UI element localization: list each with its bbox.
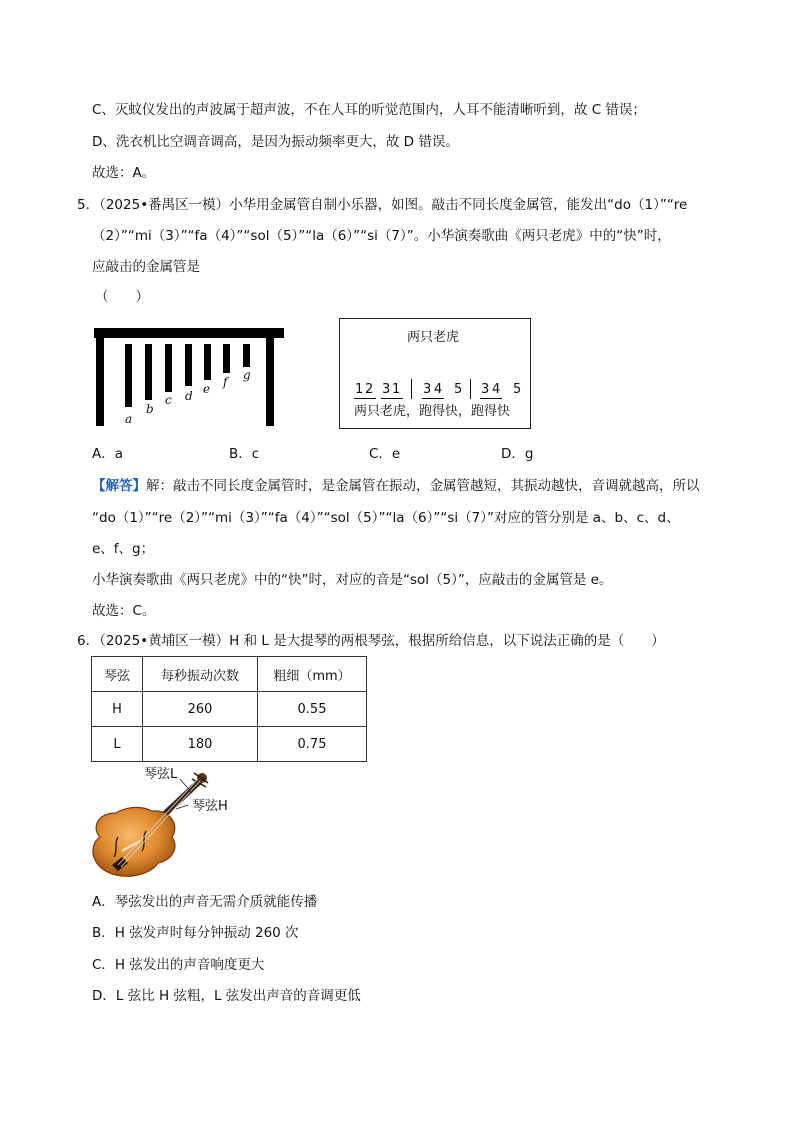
song-title: 两只老虎 bbox=[407, 330, 460, 345]
option-d: D．L 弦比 H 弦粗，L 弦发出声音的音调更低 bbox=[92, 988, 361, 1004]
answer-text: 故选：C。 bbox=[92, 603, 156, 619]
note: 4 bbox=[492, 382, 501, 397]
note-underline bbox=[480, 398, 502, 399]
table-header-cell: 琴弦 bbox=[92, 657, 143, 692]
pipe-label: f bbox=[223, 375, 228, 389]
answer-text: 解：敲击不同长度金属管时，是金属管在振动，金属管越短，其振动越快，音调就越高，所以 bbox=[146, 478, 700, 494]
pipe-frame-left-leg bbox=[96, 338, 104, 426]
string-H-label: 琴弦H bbox=[192, 799, 228, 814]
option-a: A．a bbox=[92, 446, 124, 462]
pipe-frame-top bbox=[94, 328, 284, 338]
text-line: D、洗衣机比空调音调高，是因为振动频率更大，故 D 错误。 bbox=[92, 134, 459, 150]
table-header-row bbox=[92, 657, 367, 692]
table-cell: 180 bbox=[143, 727, 258, 762]
bar-line bbox=[470, 379, 471, 399]
pipe-e bbox=[204, 344, 211, 380]
metal-pipes-figure bbox=[94, 326, 286, 428]
option-c: C．e bbox=[369, 446, 401, 462]
question-5-stem: 应敲击的金属管是 bbox=[92, 259, 200, 275]
note: 5 bbox=[454, 382, 463, 397]
pipe-label: c bbox=[165, 393, 172, 407]
table-header-cell: 粗细（mm） bbox=[258, 657, 367, 692]
answer-text: “do（1）”“re（2）”“mi（3）”“fa（4）”“sol（5）”“la（6）”“si（7）”对应的管分别是 a、b、c、d、 bbox=[92, 510, 680, 526]
option-a: A．琴弦发出的声音无需介质就能传播 bbox=[92, 894, 318, 910]
pipe-label: b bbox=[146, 402, 154, 416]
table-cell: 260 bbox=[143, 692, 258, 727]
answer-paragraph bbox=[92, 476, 700, 496]
pipe-label: d bbox=[185, 389, 193, 403]
pipe-frame-right-leg bbox=[266, 338, 274, 426]
answer-paren: （ ） bbox=[95, 289, 149, 305]
note: 1 bbox=[355, 382, 364, 397]
pipe-label: a bbox=[125, 412, 133, 426]
table-header-cell: 每秒振动次数 bbox=[143, 657, 258, 692]
question-5-stem: 5．（2025•番禺区一模）小华用金属管自制小乐器，如图。敲击不同长度金属管，能发出“do（1）”“re bbox=[77, 197, 688, 213]
string-L-label: 琴弦L bbox=[144, 767, 178, 782]
question-5-stem: （2）”“mi（3）”“fa（4）”“sol（5）”“la（6）”“si（7）”。小华演奏歌曲《两只老虎》中的“快”时， bbox=[92, 228, 671, 244]
pipe-a bbox=[125, 344, 132, 407]
table-row bbox=[92, 727, 367, 762]
note: 3 bbox=[423, 382, 432, 397]
option-c: C．H 弦发出的声音响度更大 bbox=[92, 957, 265, 973]
option-b: B．H 弦发声时每分钟振动 260 次 bbox=[92, 925, 299, 941]
pipe-c bbox=[165, 344, 172, 392]
text-line: 故选：A。 bbox=[92, 165, 156, 181]
question-6-stem: 6．（2025•黄埔区一模）H 和 L 是大提琴的两根琴弦，根据所给信息，以下说法正确的是（ ） bbox=[77, 633, 665, 649]
table-cell: 0.55 bbox=[258, 692, 367, 727]
pipe-label: e bbox=[203, 382, 211, 396]
table-cell: 0.75 bbox=[258, 727, 367, 762]
note: 2 bbox=[365, 382, 374, 397]
note: 4 bbox=[434, 382, 443, 397]
table-cell: H bbox=[92, 692, 143, 727]
answer-text: 小华演奏歌曲《两只老虎》中的“快”时，对应的音是“sol（5）”，应敲击的金属管是 e。 bbox=[92, 572, 613, 588]
note: 3 bbox=[382, 382, 391, 397]
note-underline bbox=[422, 398, 444, 399]
note: 1 bbox=[392, 382, 401, 397]
bar-line bbox=[411, 379, 412, 399]
note-underline bbox=[381, 398, 403, 399]
table-cell: L bbox=[92, 727, 143, 762]
pipe-g bbox=[243, 344, 250, 367]
note: 3 bbox=[481, 382, 490, 397]
song-lyrics: 两只老虎，跑得快，跑得快 bbox=[354, 404, 511, 419]
option-b: B．c bbox=[229, 446, 260, 462]
pipe-label: g bbox=[243, 368, 251, 382]
answer-tag: 【解答】 bbox=[92, 478, 146, 494]
pipe-b bbox=[145, 344, 152, 400]
cello-figure bbox=[88, 765, 248, 883]
pipe-d bbox=[185, 344, 192, 386]
answer-text: e、f、g； bbox=[92, 541, 155, 557]
note: 5 bbox=[513, 382, 522, 397]
note-underline bbox=[354, 398, 376, 399]
pipe-f bbox=[223, 344, 230, 373]
option-d: D．g bbox=[501, 446, 534, 462]
song-notation-box bbox=[339, 318, 531, 429]
string-data-table bbox=[91, 656, 367, 762]
text-line: C、灭蚊仪发出的声波属于超声波，不在人耳的听觉范围内，人耳不能清晰听到，故 C 错误； bbox=[92, 102, 646, 118]
table-row bbox=[92, 692, 367, 727]
